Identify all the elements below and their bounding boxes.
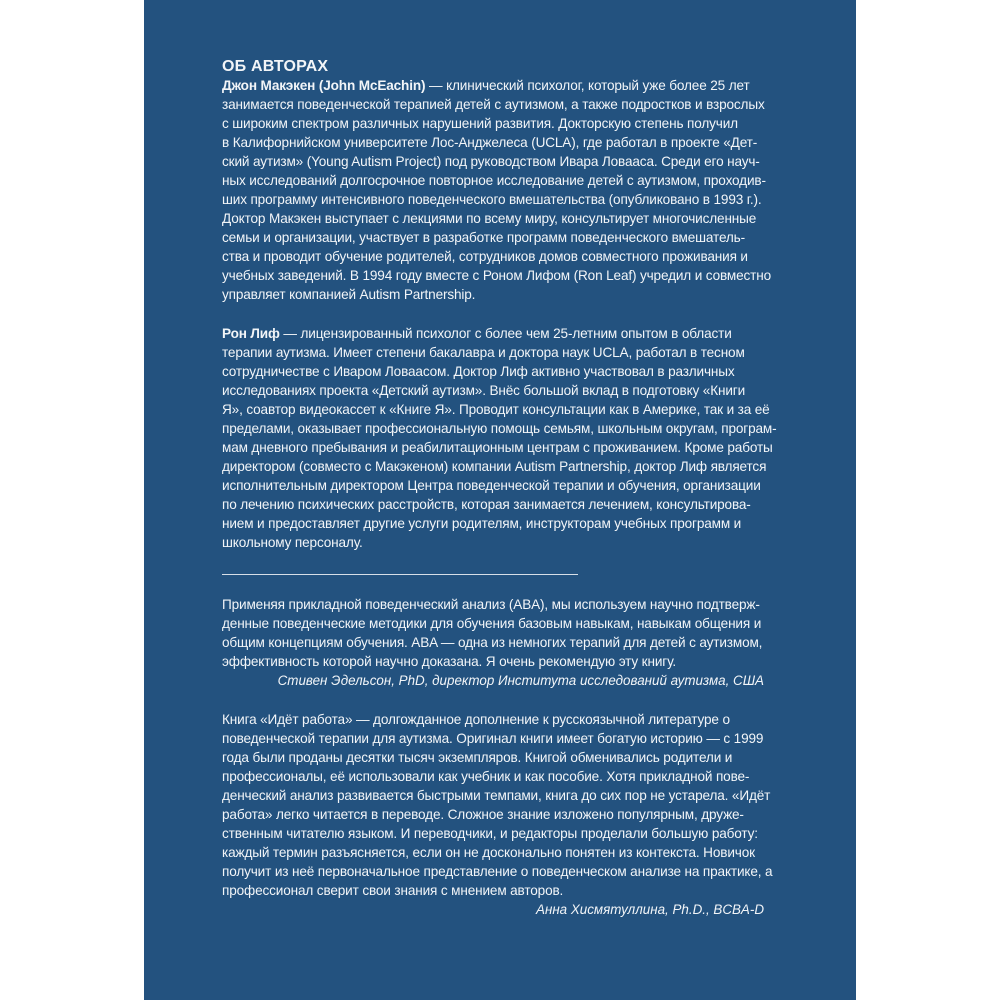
bio-line: семьи и организации, участвует в разработке программ поведенческого вмешатель- [222,230,745,245]
endorsement-quote [222,710,773,900]
quote-line: денные поведенческие методики для обучения базовым навыкам, навыкам общения и [222,616,762,631]
spacer [222,690,767,710]
bio-line: школьному персоналу. [222,535,363,550]
bio-line: занимается поведенческой терапией детей с аутизмом, а также подростков и взрослых [222,97,765,112]
bio-text: — лицензированный психолог с более чем 25-летним опытом в области [279,326,732,341]
spacer [222,304,767,324]
bio-line: исследованиях проекта «Детский аутизм». Внёс большой вклад в подготовку «Книги [222,383,746,398]
cover-content [222,58,777,919]
endorsement-signature: Стивен Эдельсон, PhD, директор Института исследований аутизма, США [277,673,764,688]
spacer [222,575,767,595]
bio-line: терапии аутизма. Имеет степени бакалавра и доктора наук UCLA, работал в тесном [222,345,745,360]
bio-line: ский аутизм» (Young Autism Project) под руководством Ивара Ловааса. Среди его науч- [222,154,760,169]
bio-john-mceachin [222,76,772,304]
quote-line: работа» легко читается в переводе. Сложное знание изложено популярным, друже- [222,807,744,822]
quote-line: каждый термин разъясняется, если он не досконально понятен из контекста. Новичок [222,845,755,860]
bio-line: с широким спектром различных нарушений развития. Докторскую степень получил [222,116,738,131]
bio-line: мам дневного пребывания и реабилитационным центрам с проживанием. Кроме работы [222,440,773,455]
bio-line: пределами, оказывает профессиональную помощь семьям, школьным округам, програм- [222,421,777,436]
author-name: Джон Макэкен (John McEachin) [222,78,426,93]
quote-line: денческий анализ развивается быстрыми темпами, книга до сих пор не устарела. «Идёт [222,788,771,803]
quote-line: ственным читателю языком. И переводчики, и редакторы проделали большую работу: [222,826,758,841]
bio-line: по лечению психических расстройств, которая занимается лечением, консультирова- [222,497,751,512]
endorsement-quote [222,595,767,671]
quote-line: профессионал сверит свои знания с мнением авторов. [222,883,564,898]
bio-line [222,324,767,343]
about-authors-heading: ОБ АВТОРАХ [222,58,329,75]
bio-line: сотрудничестве с Иваром Ловаасом. Доктор Лиф активно участвовал в различных [222,364,735,379]
bio-line: управляет компанией Autism Partnership. [222,287,476,302]
bio-line: Я», соавтор видеокассет к «Книге Я». Проводит консультации как в Америке, так и за её [222,402,770,417]
bio-line: исполнительным директором Центра поведенческой терапии и обучения, организации [222,478,761,493]
bio-text: — клинический психолог, который уже более 25 лет [425,78,750,93]
bio-line: учебных заведений. В 1994 году вместе с Роном Лифом (Ron Leaf) учредил и совместно [222,268,772,283]
quote-line: профессионалы, её использовали как учебник и как пособие. Хотя прикладной пове- [222,769,750,784]
bio-line: директором (совместо с Макэкеном) компании Autism Partnership, доктор Лиф является [222,459,767,474]
bio-line: ства и проводит обучение родителей, сотрудников домов совместного проживания и [222,249,748,264]
quote-line: Книга «Идёт работа» — долгожданное дополнение к русскоязычной литературе о [222,712,730,727]
quote-line: года были проданы десятки тысяч экземпляров. Книгой обменивались родители и [222,750,733,765]
bio-ron-leaf [222,324,777,552]
bio-line: ных исследований долгосрочное повторное исследование детей с аутизмом, проходив- [222,173,766,188]
quote-line: эффективность которой научно доказана. Я очень рекомендую эту книгу. [222,654,677,669]
quote-line: получит из неё первоначальное представление о поведенческом анализе на практике, а [222,864,773,879]
author-name: Рон Лиф [222,326,280,341]
quote-line: Применяя прикладной поведенческий анализ (ABA), мы используем научно подтверж- [222,597,760,612]
endorsement-signature: Анна Хисмятуллина, Ph.D., BCBA-D [536,902,764,917]
quote-line: общим концепциям обучения. ABA — одна из немногих терапий для детей с аутизмом, [222,635,763,650]
bio-line: Доктор Макэкен выступает с лекциями по всему миру, консультирует многочисленные [222,211,757,226]
bio-line: нием и предоставляет другие услуги родителям, инструкторам учебных программ и [222,516,742,531]
bio-line: в Калифорнийском университете Лос-Анджелеса (UCLA), где работал в проекте «Дет- [222,135,758,150]
back-cover [144,0,856,1000]
bio-line: ших программу интенсивного поведенческого вмешательства (опубликовано в 1993 г.). [222,192,762,207]
bio-line [222,76,767,95]
quote-line: поведенческой терапии для аутизма. Оригинал книги имеет богатую историю — с 1999 [222,731,764,746]
